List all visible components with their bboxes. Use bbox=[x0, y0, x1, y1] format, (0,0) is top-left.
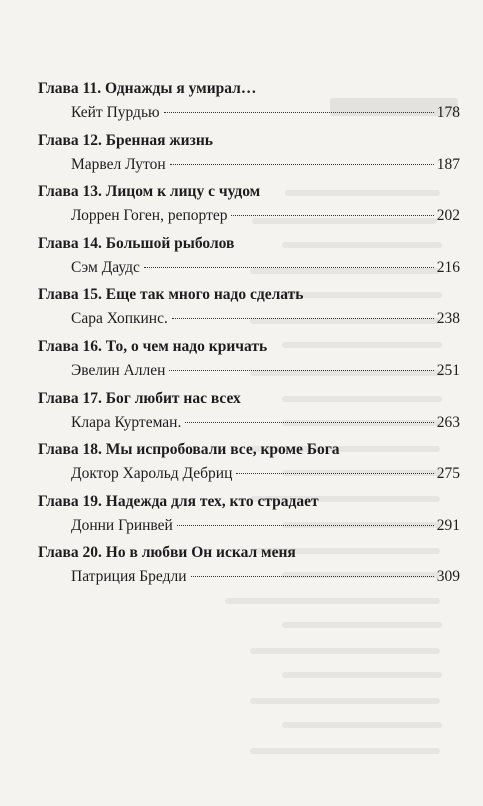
dot-leader bbox=[236, 473, 433, 474]
author-name: Кейт Пурдью bbox=[71, 104, 160, 121]
chapter-title: Глава 14. Большой рыболов bbox=[38, 234, 235, 252]
author-name: Доктор Харольд Дебриц bbox=[71, 465, 233, 483]
dot-leader bbox=[172, 318, 434, 319]
author-name: Донни Гринвей bbox=[71, 516, 173, 534]
table-of-contents bbox=[38, 80, 460, 596]
chapter-title: Глава 17. Бог любит нас всех bbox=[38, 389, 241, 407]
page-number: 238 bbox=[436, 310, 460, 328]
author-row bbox=[71, 207, 460, 225]
page-number: 187 bbox=[436, 155, 460, 173]
dot-leader bbox=[144, 267, 434, 268]
chapter-title: Глава 13. Лицом к лицу с чудом bbox=[38, 183, 261, 201]
page-number: 275 bbox=[436, 465, 460, 483]
author-row bbox=[71, 517, 460, 535]
author-row bbox=[71, 568, 460, 586]
dot-leader bbox=[231, 215, 433, 216]
author-row bbox=[71, 310, 460, 328]
author-row bbox=[71, 362, 460, 380]
page-number: 251 bbox=[436, 361, 460, 379]
toc-entry[interactable] bbox=[38, 286, 460, 338]
chapter-title: Глава 11. Однажды я умирал… bbox=[38, 80, 257, 97]
author-name: Клара Куртеман. bbox=[71, 413, 182, 431]
author-row bbox=[71, 465, 460, 483]
toc-entry[interactable] bbox=[38, 132, 460, 184]
author-row bbox=[71, 104, 460, 122]
chapter-title: Глава 18. Мы испробовали все, кроме Бога bbox=[38, 441, 340, 459]
dot-leader bbox=[185, 422, 433, 423]
page-number: 291 bbox=[436, 516, 460, 534]
toc-entry[interactable] bbox=[38, 441, 460, 493]
author-row bbox=[71, 259, 460, 277]
toc-entry[interactable] bbox=[38, 183, 460, 235]
page-number: 178 bbox=[436, 104, 460, 121]
dot-leader bbox=[170, 164, 434, 165]
toc-entry[interactable] bbox=[38, 235, 460, 287]
author-name: Лоррен Гоген, репортер bbox=[71, 207, 228, 225]
dot-leader bbox=[177, 525, 434, 526]
author-name: Сара Хопкинс. bbox=[71, 310, 168, 328]
page-number: 202 bbox=[436, 207, 460, 225]
toc-entry[interactable] bbox=[38, 390, 460, 442]
author-name: Марвел Лутон bbox=[71, 155, 166, 173]
chapter-title: Глава 19. Надежда для тех, кто страдает bbox=[38, 492, 319, 510]
dot-leader bbox=[191, 576, 434, 577]
chapter-title: Глава 15. Еще так много надо сделать bbox=[38, 286, 304, 304]
author-name: Сэм Даудс bbox=[71, 258, 140, 276]
chapter-title: Глава 12. Бренная жизнь bbox=[38, 131, 213, 149]
author-name: Эвелин Аллен bbox=[71, 361, 166, 379]
dot-leader bbox=[169, 370, 433, 371]
toc-entry[interactable] bbox=[38, 338, 460, 390]
page-number: 309 bbox=[436, 568, 460, 586]
page-number: 216 bbox=[436, 258, 460, 276]
author-name: Патриция Бредли bbox=[71, 568, 187, 586]
toc-entry[interactable] bbox=[38, 493, 460, 545]
toc-entry[interactable] bbox=[38, 544, 460, 596]
toc-entry[interactable] bbox=[38, 80, 460, 132]
page-number: 263 bbox=[436, 413, 460, 431]
author-row bbox=[71, 414, 460, 432]
author-row bbox=[71, 156, 460, 174]
dot-leader bbox=[164, 112, 434, 113]
chapter-title: Глава 16. То, о чем надо кричать bbox=[38, 337, 268, 355]
chapter-title: Глава 20. Но в любви Он искал меня bbox=[38, 544, 296, 562]
